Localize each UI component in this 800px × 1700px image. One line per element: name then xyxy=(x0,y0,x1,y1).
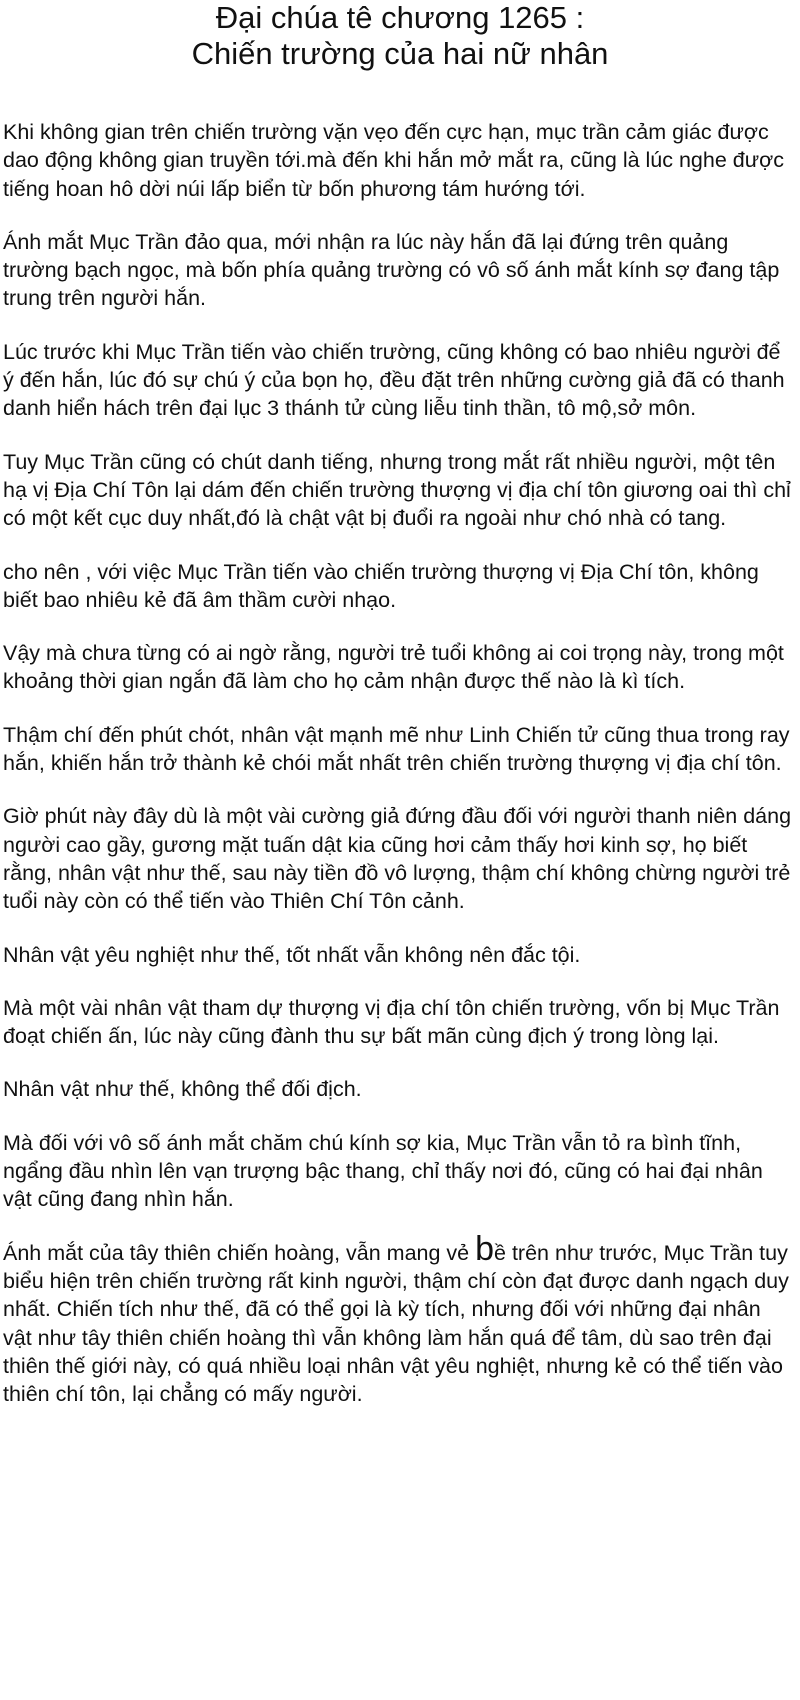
paragraph-13-rest: ề trên như trước, Mục Trần tuy biểu hiện trên chiến trường rất kinh người, thậm chí còn đạt được danh ngạch duy nhất. Chiến tích như thế, đã có thể gọi là kỳ tích, nhưng đối với những đại nhân vật như tây thiên chiến hoàng thì vẫn không làm hắn quá để tâm, dù sao trên đại thiên thế giới này, có quá nhiều loại nhân vật yêu nghiệt, nhưng kẻ có thể tiến vào thiên chí tôn, lại chẳng có mấy người. xyxy=(3,1240,789,1407)
paragraph-6: Vậy mà chưa từng có ai ngờ rằng, người trẻ tuổi không ai coi trọng này, trong một khoảng thời gian ngắn đã làm cho họ cảm nhận được thế nào là kì tích. xyxy=(3,641,784,694)
chapter-body xyxy=(3,118,795,1433)
paragraph-4: Tuy Mục Trần cũng có chút danh tiếng, nhưng trong mắt rất nhiều người, một tên hạ vị Địa Chí Tôn lại dám đến chiến trường thượng vị địa chí tôn giương oai thì chỉ có một kết cục duy nhất,đó là chật vật bị đuổi ra ngoài như chó nhà có tang. xyxy=(3,449,791,531)
paragraph-7: Thậm chí đến phút chót, nhân vật mạnh mẽ như Linh Chiến tử cũng thua trong ray hắn, khiến hắn trở thành kẻ chói mắt nhất trên chiến trường thượng vị địa chí tôn. xyxy=(3,722,790,776)
paragraph-13-start: Ánh mắt của tây thiên chiến hoàng, vẫn mang vẻ xyxy=(3,1240,476,1265)
paragraph-8: Giờ phút này đây dù là một vài cường giả đứng đầu đối với người thanh niên dáng người cao gầy, gương mặt tuấn dật kia cũng hơi cảm thấy hơi kinh sợ, họ biết rằng, nhân vật như thế, sau này tiền đồ vô lượng, thậm chí không chừng người trẻ tuổi này còn có thể tiến vào Thiên Chí Tôn cảnh. xyxy=(3,804,792,914)
paragraph-9: Nhân vật yêu nghiệt như thế, tốt nhất vẫn không nên đắc tội. xyxy=(3,942,581,967)
paragraph-2: Ánh mắt Mục Trần đảo qua, mới nhận ra lúc này hắn đã lại đứng trên quảng trường bạch ngọc, mà bốn phía quảng trường có vô số ánh mắt kính sợ đang tập trung trên người hắn. xyxy=(3,229,780,311)
chapter-title-line-2: Chiến trường của hai nữ nhân xyxy=(191,36,609,71)
paragraph-13-large-letter: b xyxy=(475,1229,495,1268)
paragraph-11: Nhân vật như thế, không thể đối địch. xyxy=(3,1077,362,1102)
chapter-title xyxy=(0,0,800,72)
paragraph-1: Khi không gian trên chiến trường vặn vẹo đến cực hạn, mục trần cảm giác được dao động không gian truyền tới.mà đến khi hắn mở mắt ra, cũng là lúc nghe được tiếng hoan hô dời núi lấp biển từ bốn phương tám hướng tới. xyxy=(3,120,784,201)
paragraph-12: Mà đối với vô số ánh mắt chăm chú kính sợ kia, Mục Trần vẫn tỏ ra bình tĩnh, ngẩng đầu nhìn lên vạn trượng bậc thang, chỉ thấy nơi đó, cũng có hai đại nhân vật cũng đang nhìn hắn. xyxy=(3,1130,763,1212)
paragraph-3: Lúc trước khi Mục Trần tiến vào chiến trường, cũng không có bao nhiêu người để ý đến hắn, lúc đó sự chú ý của bọn họ, đều đặt trên những cường giả đã có thanh danh hiển hách trên đại lục 3 thánh tử cùng liễu tinh thần, tô mộ,sở môn. xyxy=(3,339,785,421)
chapter-title-line-1: Đại chúa tê chương 1265 : xyxy=(215,0,585,35)
paragraph-13 xyxy=(3,1229,795,1409)
paragraph-10: Mà một vài nhân vật tham dự thượng vị địa chí tôn chiến trường, vốn bị Mục Trần đoạt chiến ấn, lúc này cũng đành thu sự bất mãn cùng địch ý trong lòng lại. xyxy=(3,995,780,1049)
paragraph-5: cho nên , với việc Mục Trần tiến vào chiến trường thượng vị Địa Chí tôn, không biết bao nhiêu kẻ đã âm thầm cười nhạo. xyxy=(3,559,759,612)
